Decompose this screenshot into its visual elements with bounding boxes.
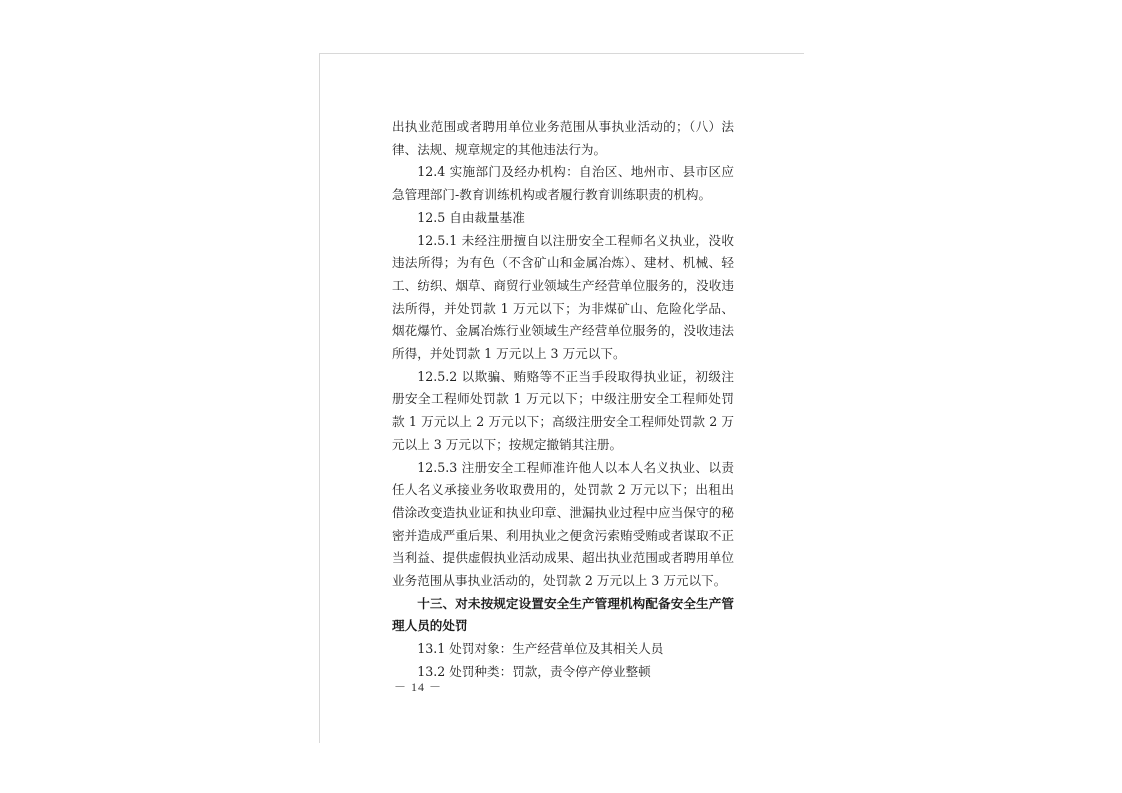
body-text <box>392 116 734 684</box>
paragraph-12-5: 12.5 自由裁量基准 <box>417 209 525 225</box>
paragraph-12-4: 12.4 实施部门及经办机构：自治区、地州市、县市区应急管理部门-教育训练机构或者履行教育训练职责的机构。 <box>392 164 734 203</box>
page-number: － 14 － <box>394 680 443 694</box>
paragraph-12-5-1: 12.5.1 未经注册擅自以注册安全工程师名义执业，没收违法所得；为有色（不含矿山和金属冶炼）、建材、机械、轻工、纺织、烟草、商贸行业领域生产经营单位服务的，没收违法所得，并处罚款 1 万元以下；为非煤矿山、危险化学品、烟花爆竹、金属冶炼行业领域生产经营单位服务的，没收违法所得，并处罚款 1 万元以上 3 万元以下。 <box>392 232 734 362</box>
section-heading-13: 十三、对未按规定设置安全生产管理机构配备安全生产管理人员的处罚 <box>392 595 734 634</box>
paragraph-continuation: 出执业范围或者聘用单位业务范围从事执业活动的；（八）法律、法规、规章规定的其他违法行为。 <box>392 119 734 157</box>
paragraph-12-5-2: 12.5.2 以欺骗、贿赂等不正当手段取得执业证，初级注册安全工程师处罚款 1 万元以下；中级注册安全工程师处罚款 1 万元以上 2 万元以下；高级注册安全工程师处罚款 2 万元以上 3 万元以下；按规定撤销其注册。 <box>392 368 734 452</box>
document-page <box>319 53 804 743</box>
paragraph-13-1: 13.1 处罚对象：生产经营单位及其相关人员 <box>417 641 664 657</box>
paragraph-12-5-3: 12.5.3 注册安全工程师准许他人以本人名义执业、以责任人名义承接业务收取费用的，处罚款 2 万元以下；出租出借涂改变造执业证和执业印章、泄漏执业过程中应当保守的秘密并造成严重后果、利用执业之便贪污索贿受贿或者谋取不正当利益、提供虚假执业活动成果、超出执业范围或者聘用单位业务范围从事执业活动的，处罚款 2 万元以上 3 万元以下。 <box>392 459 734 589</box>
paragraph-13-2: 13.2 处罚种类：罚款，责令停产停业整顿 <box>417 663 651 679</box>
